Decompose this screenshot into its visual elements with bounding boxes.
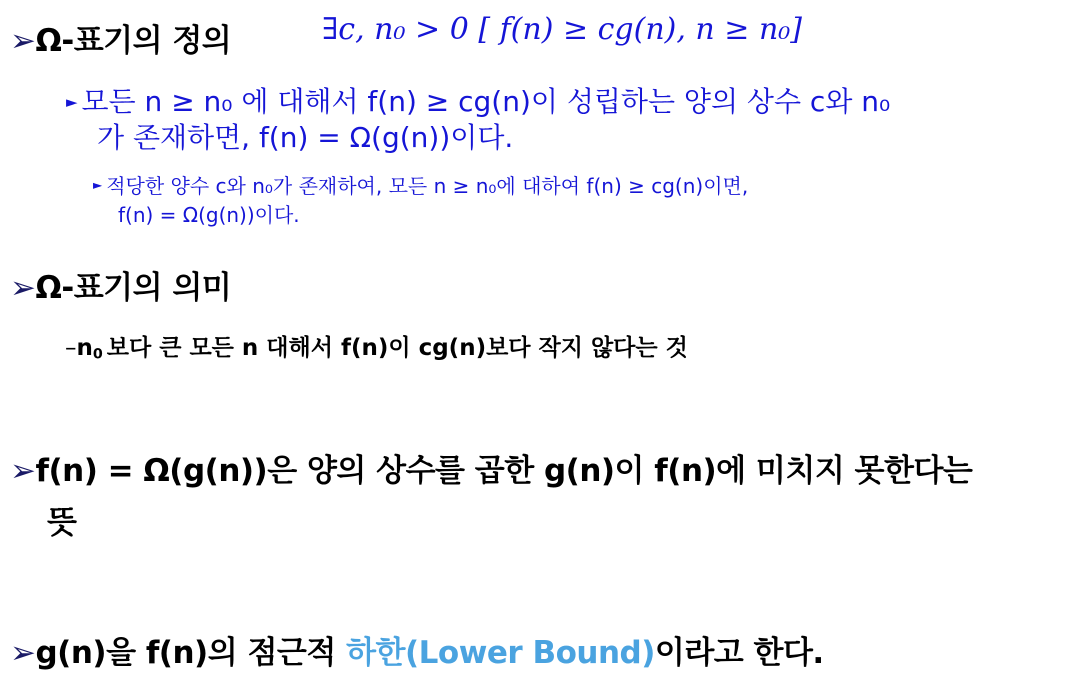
lower-bound-highlight: 하한(Lower Bound) (346, 635, 655, 671)
section2-heading (10, 262, 231, 307)
section4-line (10, 627, 824, 672)
definition-sub-line-1 (93, 170, 748, 199)
section3-line-2: 뜻 (47, 505, 77, 541)
definition-line-1-text: 모든 n ≥ n₀ 에 대해서 f(n) ≥ cg(n)이 성립하는 양의 상수 c와 n₀ (81, 85, 891, 118)
section2-heading-text: Ω-표기의 의미 (35, 270, 232, 306)
definition-line-2: 가 존재하면, f(n) = Ω(g(n))이다. (97, 121, 514, 154)
bullet-arrow-icon: ➢ (10, 270, 36, 306)
section3-line-1 (10, 445, 972, 490)
dash-bullet: – (65, 335, 77, 361)
section1-heading (10, 15, 231, 60)
sub-bullet-small-icon: ► (93, 178, 103, 192)
section1-heading-text: Ω-표기의 정의 (35, 23, 232, 59)
bullet-arrow-icon: ➢ (10, 635, 36, 671)
bullet-arrow-icon: ➢ (10, 453, 36, 489)
n-base: n (76, 335, 93, 361)
n-subscript: 0 (92, 346, 103, 363)
meaning-text: 보다 큰 모든 n 대해서 f(n)이 cg(n)보다 작지 않다는 것 (106, 335, 688, 361)
section4-pre: g(n)을 f(n)의 점근적 (35, 635, 347, 671)
meaning-line (65, 329, 688, 363)
sub-bullet-icon: ► (66, 93, 78, 111)
definition-sub-line-1-text: 적당한 양수 c와 n₀가 존재하여, 모든 n ≥ n₀에 대하여 f(n) ≥ cg(n)이면, (106, 174, 749, 198)
section4-post: 이라고 한다. (654, 635, 824, 671)
definition-line-1 (66, 80, 890, 120)
definition-sub-line-2: f(n) = Ω(g(n))이다. (118, 203, 300, 227)
section3-line-1-text: f(n) = Ω(g(n))은 양의 상수를 곱한 g(n)이 f(n)에 미치지 못한다는 (35, 453, 973, 489)
bullet-arrow-icon: ➢ (10, 23, 36, 59)
definition-formula: ∃c, n₀ > 0 [ f(n) ≥ cg(n), n ≥ n₀] (322, 12, 802, 47)
